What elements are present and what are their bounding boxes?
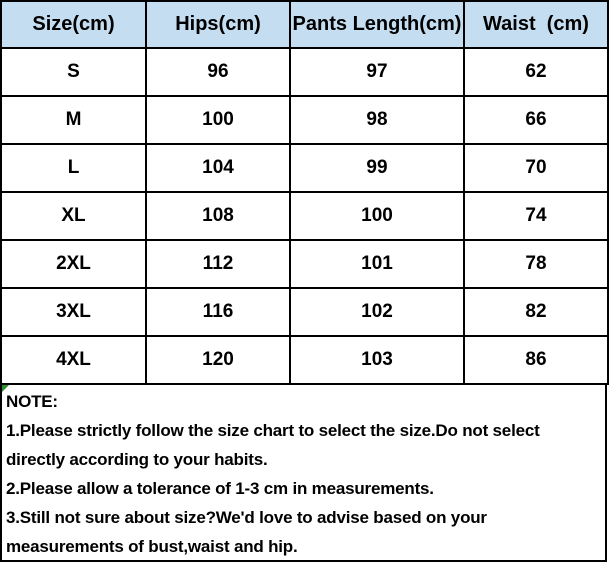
table-row: [1, 48, 608, 96]
note-item-1-line-2: directly according to your habits.: [6, 450, 268, 469]
table-cell: 104: [146, 144, 290, 192]
table-cell: 100: [146, 96, 290, 144]
note-item-1-line-1: 1.Please strictly follow the size chart to select the size.Do not select: [6, 421, 540, 440]
table-cell: XL: [1, 192, 146, 240]
table-cell: 98: [290, 96, 464, 144]
table-cell: 70: [464, 144, 608, 192]
table-cell: 78: [464, 240, 608, 288]
table-cell: 62: [464, 48, 608, 96]
header-hips: Hips(cm): [146, 1, 290, 48]
note-title: NOTE:: [6, 392, 58, 411]
table-cell: 120: [146, 336, 290, 384]
table-row: [1, 288, 608, 336]
table-cell: 2XL: [1, 240, 146, 288]
table-cell: 103: [290, 336, 464, 384]
table-cell: 116: [146, 288, 290, 336]
table-cell: 74: [464, 192, 608, 240]
table-row: [1, 240, 608, 288]
cell-corner-marker-icon: [2, 385, 9, 392]
table-cell: 102: [290, 288, 464, 336]
note-item-3-line-1: 3.Still not sure about size?We'd love to advise based on your: [6, 508, 487, 527]
note-item-2: 2.Please allow a tolerance of 1-3 cm in measurements.: [6, 479, 434, 498]
note-section: [0, 385, 607, 562]
note-item-3-line-2: measurements of bust,waist and hip.: [6, 537, 298, 556]
table-cell: 82: [464, 288, 608, 336]
table-cell: 86: [464, 336, 608, 384]
table-header-row: [1, 1, 608, 48]
table-cell: 97: [290, 48, 464, 96]
table-cell: 3XL: [1, 288, 146, 336]
table-row: [1, 96, 608, 144]
table-cell: 101: [290, 240, 464, 288]
header-waist: Waist (cm): [464, 1, 608, 48]
table-cell: 108: [146, 192, 290, 240]
table-row: [1, 336, 608, 384]
table-cell: 4XL: [1, 336, 146, 384]
table-cell: M: [1, 96, 146, 144]
table-row: [1, 192, 608, 240]
table-cell: 99: [290, 144, 464, 192]
header-size: Size(cm): [1, 1, 146, 48]
header-pants-length: Pants Length(cm): [290, 1, 464, 48]
table-cell: 112: [146, 240, 290, 288]
table-cell: 100: [290, 192, 464, 240]
table-cell: L: [1, 144, 146, 192]
table-cell: S: [1, 48, 146, 96]
table-cell: 66: [464, 96, 608, 144]
table-cell: 96: [146, 48, 290, 96]
table-row: [1, 144, 608, 192]
